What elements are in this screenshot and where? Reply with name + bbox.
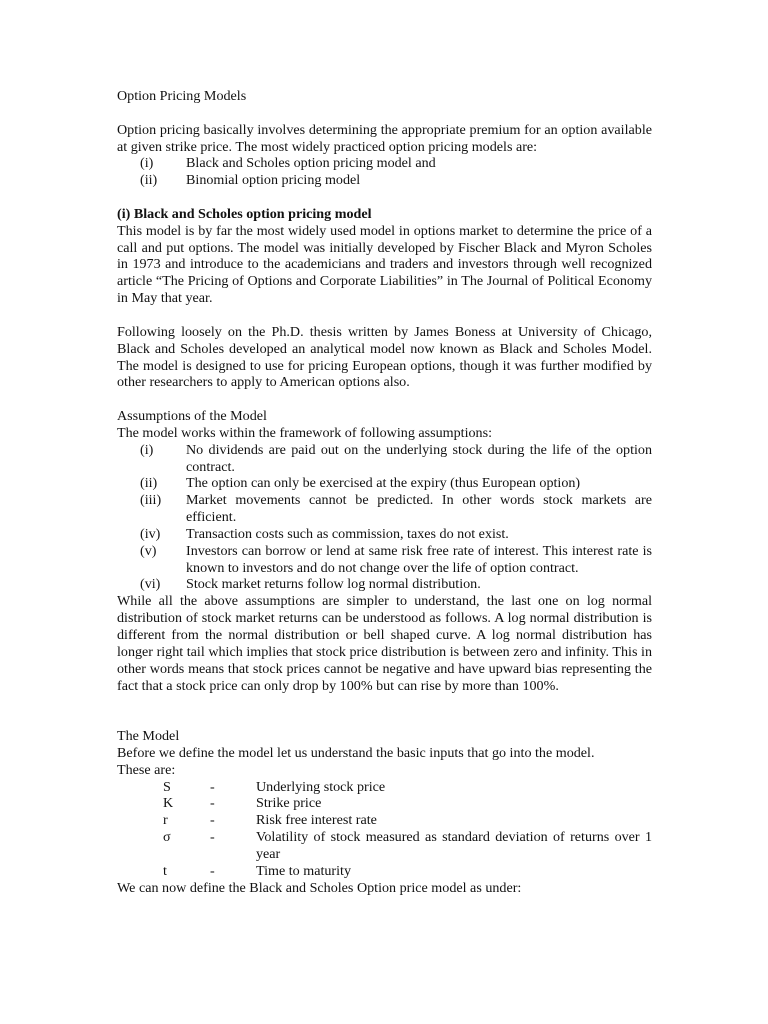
section-heading-model: The Model [117, 728, 180, 745]
list-item-text: Stock market returns follow log normal distribution. [186, 576, 481, 593]
input-dash: - [210, 812, 215, 829]
input-dash: - [210, 795, 215, 812]
list-item-number: (iv) [140, 525, 161, 542]
list-item-number: (i) [140, 155, 154, 172]
input-description: Risk free interest rate [256, 812, 377, 829]
input-definition [117, 812, 652, 829]
input-definition [117, 779, 652, 796]
list-item-text: Investors can borrow or lend at same risk free rate of interest. This interest rate is known to investors and do not change over the life of option contract. [186, 542, 652, 576]
list-item-text: Market movements cannot be predicted. In other words stock markets are efficient. [186, 492, 652, 526]
model-intro-line-1: Before we define the model let us understand the basic inputs that go into the model. [117, 744, 595, 761]
list-item-number: (vi) [140, 576, 161, 593]
black-scholes-paragraph-2: Following loosely on the Ph.D. thesis written by James Boness at University of Chicago, Black and Scholes developed an analytical model now known as Black and Scholes Model. The model is designed to use for pricing European options, though it was further modified by other researchers to apply to American options also. [117, 323, 652, 391]
input-symbol: S [163, 778, 171, 795]
assumptions-list [117, 442, 652, 594]
list-item-number: (i) [140, 441, 154, 458]
lognormal-paragraph: While all the above assumptions are simpler to understand, the last one on log normal distribution of stock market returns can be understood as follows. A log normal distribution is different from the normal distribution or bell shaped curve. A log normal distribution has longer right tail which implies that stock price distribution is between zero and infinity. This in other words means that stock prices cannot be negative and have upward bias representing the fact that a stock price can only drop by 100% but can rise by more than 100%. [117, 593, 652, 694]
section-heading-assumptions: Assumptions of the Model [117, 408, 267, 425]
list-item-number: (ii) [140, 172, 158, 189]
list-item [117, 442, 652, 476]
list-item [117, 526, 652, 543]
input-dash: - [210, 862, 215, 879]
inputs-list [117, 779, 652, 880]
models-list [117, 155, 652, 189]
input-symbol: t [163, 862, 167, 879]
list-item [117, 492, 652, 526]
input-dash: - [210, 829, 215, 846]
input-description: Strike price [256, 795, 322, 812]
black-scholes-paragraph-1: This model is by far the most widely used model in options market to determine the price of a call and put options. The model was initially developed by Fischer Black and Myron Scholes in 1973 and introduce to the academicians and traders and investors through well recognized article “The Pricing of Options and Corporate Liabilities” in The Journal of Political Economy in May that year. [117, 222, 652, 307]
input-dash: - [210, 778, 215, 795]
section-heading-black-scholes: (i) Black and Scholes option pricing model [117, 205, 372, 222]
list-item [117, 155, 652, 172]
list-item-text: Black and Scholes option pricing model and [186, 155, 436, 172]
closing-line: We can now define the Black and Scholes Option price model as under: [117, 879, 522, 896]
list-item-text: No dividends are paid out on the underlying stock during the life of the option contract. [186, 441, 652, 475]
input-definition [117, 863, 652, 880]
list-item-number: (iii) [140, 492, 162, 509]
list-item-text: Binomial option pricing model [186, 172, 361, 189]
list-item-number: (ii) [140, 475, 158, 492]
input-description: Time to maturity [256, 862, 352, 879]
list-item [117, 543, 652, 577]
list-item [117, 576, 652, 593]
input-definition [117, 829, 652, 863]
input-symbol: r [163, 812, 168, 829]
model-intro-line-2: These are: [117, 761, 176, 778]
intro-paragraph: Option pricing basically involves determining the appropriate premium for an option available at given strike price. The most widely practiced option pricing models are: [117, 121, 652, 155]
input-definition [117, 795, 652, 812]
input-symbol: K [163, 795, 174, 812]
assumptions-intro: The model works within the framework of following assumptions: [117, 424, 492, 441]
document-body [117, 88, 652, 897]
document-title: Option Pricing Models [117, 88, 247, 104]
input-description: Underlying stock price [256, 778, 386, 795]
list-item-number: (v) [140, 542, 157, 559]
input-symbol: σ [163, 829, 171, 846]
input-description: Volatility of stock measured as standard deviation of returns over 1 year [256, 829, 652, 862]
list-item [117, 172, 652, 189]
list-item-text: Transaction costs such as commission, taxes do not exist. [186, 525, 509, 542]
list-item [117, 475, 652, 492]
list-item-text: The option can only be exercised at the expiry (thus European option) [186, 475, 581, 492]
